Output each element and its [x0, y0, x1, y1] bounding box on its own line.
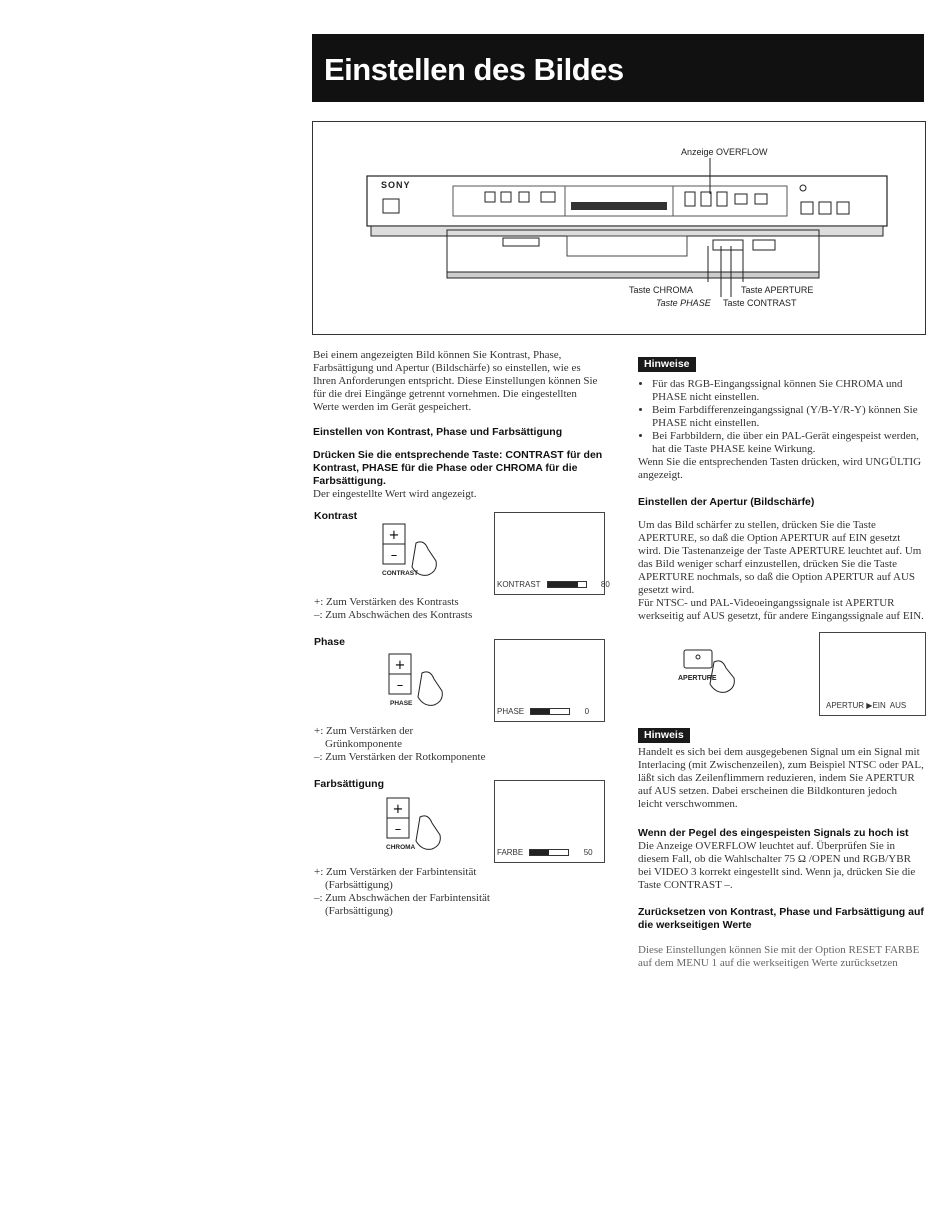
- reset-text: Diese Einstellungen können Sie mit der Option RESET FARBE auf dem MENU 1 auf die werkseitigen Werte zurücksetzen: [638, 944, 920, 969]
- right-column-lower: [638, 725, 924, 970]
- apertur-text: Um das Bild schärfer zu stellen, drücken Sie die Taste APERTURE, so daß die Option APERTUR auf EIN gesetzt wird. Die Tastenanzeige der Taste APERTURE leuchtet auf. Um das Bild weniger scharf einzustellen, drücken Sie die Taste APERTURE nochmals, so daß die Option APERTUR auf AUS gesetzt wird.: [638, 519, 922, 596]
- contrast-label: Taste CONTRAST: [723, 298, 797, 308]
- chroma-key-illustration: [386, 797, 446, 855]
- phase-minus: –: Zum Verstärken der Rotkomponente: [314, 751, 486, 763]
- title-bar: [312, 34, 924, 102]
- farbe-plus: +: Zum Verstärken der Farbintensität: [314, 866, 477, 878]
- phase-osd: [497, 707, 589, 716]
- apertur-osd: APERTUR ▶EIN AUS: [826, 701, 907, 710]
- svg-text:–: –: [390, 548, 398, 563]
- brand-logo: SONY: [381, 180, 411, 190]
- hinweis-text: Handelt es sich bei dem ausgegebenen Signal um ein Signal mit Interlacing (mit Zwischenzeilen), zum Beispiel NTSC oder PAL, läßt sich das Zeilenflimmern reduzieren, indem Sie APERTUR auf AUS setzen. Dabei erscheinen die Bildkonturen jedoch leicht verschwommen.: [638, 746, 924, 810]
- reset-title: Zurücksetzen von Kontrast, Phase und Farbsättigung auf die werkseitigen Werte: [638, 906, 924, 931]
- svg-text:+: +: [388, 528, 400, 543]
- farbe-osd-label: FARBE: [497, 848, 524, 857]
- farbe-osd-value: 50: [583, 848, 593, 857]
- aperture-key-icon: [678, 648, 748, 694]
- svg-text:+: +: [392, 802, 404, 817]
- farbe-osd: [497, 848, 593, 857]
- kontrast-osd: [497, 580, 610, 589]
- overflow-label: Anzeige OVERFLOW: [681, 147, 768, 157]
- pegel-title: Wenn der Pegel des eingespeisten Signals zu hoch ist: [638, 827, 909, 839]
- notes-tail: Wenn Sie die entsprechenden Tasten drücken, wird UNGÜLTIG angezeigt.: [638, 456, 922, 481]
- contrast-key-illustration: [382, 523, 442, 581]
- farbe-level-bar: [529, 849, 569, 856]
- note-item: • Beim Farbdifferenzeingangssignal (Y/B-Y/R-Y) können Sie PHASE nicht einstellen.: [652, 404, 924, 430]
- aperture-label: Taste APERTURE: [741, 285, 814, 295]
- kontrast-title: Kontrast: [314, 510, 358, 522]
- hinweis-badge: Hinweis: [638, 728, 690, 743]
- chroma-label: Taste CHROMA: [629, 285, 694, 295]
- hinweise-list: [638, 378, 924, 456]
- instruction-note: Der eingestellte Wert wird angezeigt.: [313, 488, 477, 500]
- kontrast-plus: +: Zum Verstärken des Kontrasts: [314, 596, 459, 608]
- page-title: Einstellen des Bildes: [324, 52, 624, 87]
- svg-text:+: +: [394, 658, 406, 673]
- phase-title: Phase: [314, 636, 345, 648]
- left-column: [313, 349, 603, 501]
- pegel-text: Die Anzeige OVERFLOW leuchtet auf. Überprüfen Sie in diesem Fall, ob die Wahlschalter 75 Ω /OPEN und RGB/YBR bei VIDEO 3 korrekt eingestellt sind. Wenn ja, drücken Sie die Taste CONTRAST –.: [638, 840, 916, 891]
- phase-key-illustration: [388, 653, 448, 711]
- intro-text: Bei einem angezeigten Bild können Sie Kontrast, Phase, Farbsättigung und Apertur (Bildschärfe) so einstellen, wie es Ihren Anforderungen entspricht. Diese Einstellungen können Sie für die drei Eingänge getrennt vornehmen. Die eingestellten Werte werden im Gerät gespeichert.: [313, 349, 598, 413]
- right-column: [638, 354, 924, 623]
- note-item: • Bei Farbbildern, die über ein PAL-Gerät eingespeist werden, hat die Taste PHASE keine Wirkung.: [652, 430, 924, 456]
- phase-plus: +: Zum Verstärken der: [314, 725, 414, 737]
- farbe-minus-cont: (Farbsättigung): [325, 905, 393, 917]
- contrast-key-label: CONTRAST: [382, 570, 419, 577]
- phase-osd-screen: [494, 639, 605, 722]
- apertur-osd-screen: [819, 632, 926, 716]
- phase-osd-label: PHASE: [497, 707, 525, 716]
- phase-label: Taste PHASE: [656, 298, 711, 308]
- svg-text:–: –: [394, 822, 402, 837]
- phase-plus-cont: Grünkomponente: [325, 738, 402, 750]
- device-illustration: [313, 122, 925, 334]
- aperture-key-label: APERTURE: [678, 675, 717, 682]
- farbe-title: Farbsättigung: [314, 778, 384, 790]
- apertur-title: Einstellen der Apertur (Bildschärfe): [638, 496, 815, 508]
- section-title: Einstellen von Kontrast, Phase und Farbsättigung: [313, 426, 563, 438]
- phase-key-label: PHASE: [390, 700, 413, 707]
- instruction-text: Drücken Sie die entsprechende Taste: CONTRAST für den Kontrast, PHASE für die Phase oder CHROMA für die Farbsättigung.: [313, 449, 603, 487]
- svg-text:–: –: [396, 678, 404, 693]
- kontrast-level-bar: [547, 581, 587, 588]
- kontrast-osd-screen: [494, 512, 610, 595]
- phase-level-bar: [530, 708, 570, 715]
- device-diagram: [312, 121, 926, 335]
- farbe-minus: –: Zum Abschwächen der Farbintensität: [314, 892, 490, 904]
- hinweise-badge: Hinweise: [638, 357, 696, 372]
- note-item: • Für das RGB-Eingangssignal können Sie CHROMA und PHASE nicht einstellen.: [652, 378, 924, 404]
- kontrast-minus: –: Zum Abschwächen des Kontrasts: [314, 609, 473, 621]
- phase-osd-value: 0: [584, 707, 590, 716]
- chroma-key-label: CHROMA: [386, 844, 416, 851]
- aperture-key-illustration: [678, 648, 748, 694]
- farbe-osd-screen: [494, 780, 605, 863]
- farbe-plus-cont: (Farbsättigung): [325, 879, 393, 891]
- kontrast-osd-value: 80: [600, 580, 610, 589]
- apertur-text-2: Für NTSC- und PAL-Videoeingangssignale ist APERTUR werkseitig auf AUS gesetzt, für andere Eingangssignale auf EIN.: [638, 597, 924, 622]
- kontrast-osd-label: KONTRAST: [497, 580, 541, 589]
